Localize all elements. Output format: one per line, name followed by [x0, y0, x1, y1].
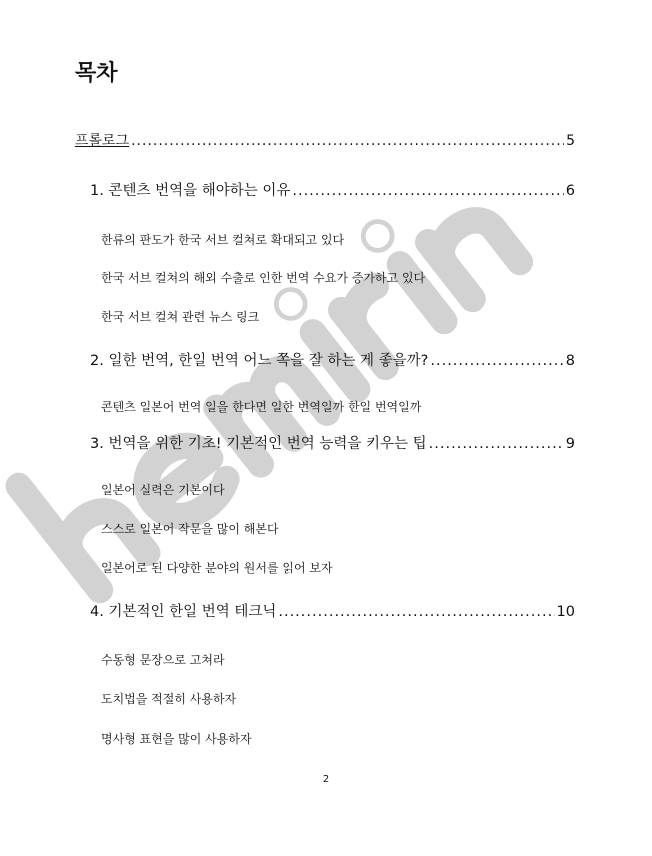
toc-subentry[interactable] [101, 308, 259, 325]
toc-subentry[interactable] [101, 481, 225, 498]
toc-entry-label[interactable]: 4. 기본적인 한일 번역 테크닉 [90, 604, 277, 620]
toc-subentry[interactable] [101, 520, 279, 537]
toc-entry[interactable] [90, 600, 575, 621]
toc-entry-label[interactable]: 콘텐츠 일본어 번역 일을 한다면 일한 번역일까 한일 번역일까 [101, 400, 422, 414]
toc-subentry[interactable] [101, 690, 236, 707]
toc-title: 목차 [75, 61, 118, 86]
page-number: 2 [322, 774, 330, 785]
toc-entry-label[interactable]: 일본어로 된 다양한 분야의 원서를 읽어 보자 [101, 561, 333, 575]
dot-leader [292, 183, 563, 199]
toc-entry-page: 8 [565, 353, 575, 369]
toc-entry-page: 5 [566, 133, 575, 149]
toc-entry[interactable] [90, 432, 575, 453]
toc-entry-label[interactable]: 한류의 판도가 한국 서브 컬쳐로 확대되고 있다 [101, 233, 345, 247]
toc-entry-prologue[interactable] [75, 130, 575, 150]
toc-subentry[interactable] [101, 231, 344, 248]
dot-leader [131, 133, 564, 149]
toc-entry[interactable] [90, 349, 575, 370]
toc-entry-label[interactable]: 명사형 표현을 많이 사용하자 [101, 732, 252, 746]
toc-entry-page: 6 [565, 183, 575, 199]
toc-entry[interactable] [90, 179, 575, 200]
dot-leader [278, 604, 554, 620]
toc-subentry[interactable] [101, 730, 252, 747]
toc-entry-label[interactable]: 스스로 일본어 작문을 많이 해본다 [101, 522, 279, 536]
toc-entry-label[interactable]: 도치법을 적절히 사용하자 [101, 692, 237, 706]
toc-entry-label[interactable]: 한국 서브 컬쳐 관련 뉴스 링크 [101, 310, 260, 324]
toc-subentry[interactable] [101, 651, 225, 668]
dot-leader [430, 353, 563, 369]
toc-subentry[interactable] [101, 559, 333, 576]
toc-entry-label[interactable]: 3. 번역을 위한 기초! 기본적인 번역 능력을 키우는 팁 [90, 436, 427, 452]
dot-leader [429, 436, 564, 452]
toc-entry-label[interactable]: 수동형 문장으로 고쳐라 [101, 653, 225, 667]
toc-entry-page: 10 [556, 604, 575, 620]
toc-subentry[interactable] [101, 398, 421, 415]
toc-entry-label[interactable]: 프롤로그 [75, 133, 130, 149]
toc-entry-label[interactable]: 일본어 실력은 기본이다 [101, 483, 225, 497]
toc-entry-page: 9 [565, 436, 575, 452]
toc-subentry[interactable] [101, 269, 425, 286]
toc-entry-label[interactable]: 1. 콘텐츠 번역을 해야하는 이유 [90, 183, 291, 199]
toc-entry-label[interactable]: 한국 서브 컬쳐의 해외 수출로 인한 번역 수요가 증가하고 있다 [101, 271, 426, 285]
toc-entry-label[interactable]: 2. 일한 번역, 한일 번역 어느 쪽을 잘 하는 게 좋을까? [90, 353, 429, 369]
